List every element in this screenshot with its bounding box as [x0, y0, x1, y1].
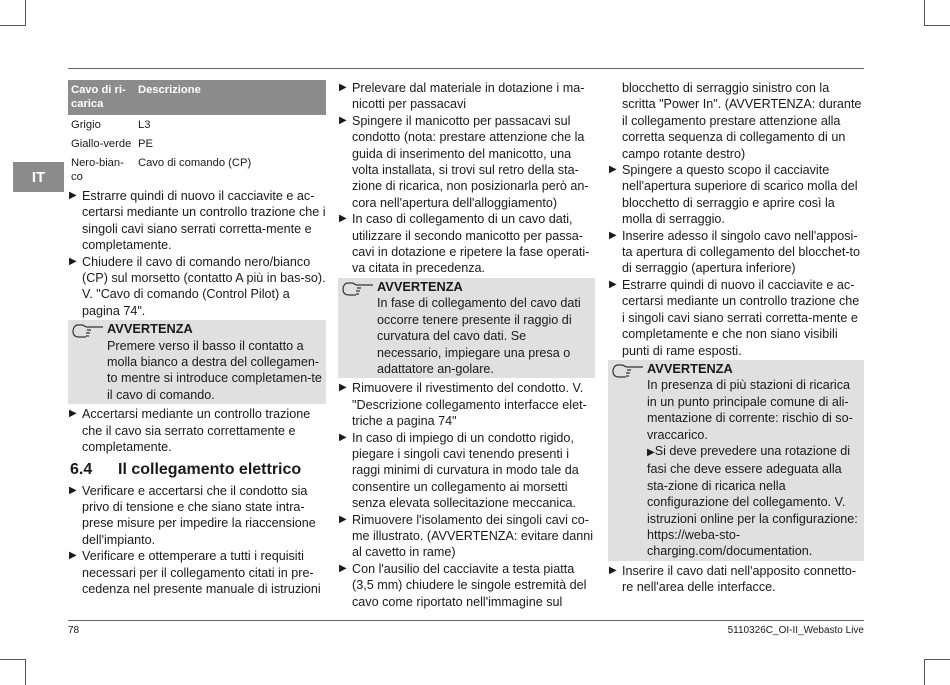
- triangle-right-icon: ▶: [69, 190, 77, 201]
- pointing-hand-icon: [612, 361, 644, 381]
- triangle-right-icon: ▶: [339, 431, 347, 443]
- step-item: ▶ Inserire adesso il singolo cavo nell'apposi-ta apertura di collegamento del blocchet-to di serraggio (apertura inferiore): [609, 228, 861, 276]
- step-item: ▶ In caso di impiego di un condotto rigido, piegare i singoli cavi tenendo presenti i raggi minimi di curvatura in modo tale da consentire un collegamento ai morsetti senza elevata sollecitazione meccanica.: [339, 430, 579, 511]
- triangle-right-icon: ▶: [339, 562, 347, 574]
- step-item: ▶ In caso di collegamento di un cavo dati, utilizzare il secondo manicotto per passa-cavi in dotazione e ripetere la fase operati-va citata in precedenza.: [339, 212, 590, 276]
- step-item: ▶ Chiudere il cavo di comando nero/bianco (CP) sul morsetto (contatto A più in bas-so). V. "Cavo di comando (Control Pilot) a pagina 74".: [69, 254, 326, 318]
- crop-mark-top-right: [924, 0, 950, 26]
- step-item: ▶ Prelevare dal materiale in dotazione i ma-nicotti per passacavi: [339, 81, 585, 112]
- triangle-right-icon: ▶: [339, 82, 347, 93]
- table-cell: Giallo-verde: [71, 138, 132, 150]
- section-title: Il collegamento elettrico: [118, 460, 302, 478]
- table-cell: Cavo di comando (CP): [138, 157, 252, 169]
- triangle-right-icon: ▶: [609, 229, 617, 241]
- step-item: ▶ Estrarre quindi di nuovo il cacciavite e ac-certarsi mediante un controllo trazione che i singoli cavi siano serrati corretta-mente e completamente e che non siano visibili punti di rame esposti.: [609, 277, 860, 358]
- table-row: [68, 115, 326, 134]
- step-item: ▶ Verificare e ottemperare a tutti i requisiti necessari per il collegamento citati in pre-cedenza nel presente manuale di istruzioni: [69, 549, 321, 596]
- table-header-cell: Descrizione: [135, 80, 326, 115]
- table-header-cell: Cavo di ri-carica: [68, 80, 135, 115]
- step-item: ▶ Inserire il cavo dati nell'apposito connetto-re nell'area delle interfacce.: [609, 563, 857, 595]
- continued-text: blocchetto di serraggio sinistro con la scritta "Power In". (AVVERTENZA: durante il collegamento prestare attenzione alla corretta sequenza di collegamento di un campo rotante destro): [622, 81, 862, 161]
- pointing-hand-icon: [72, 321, 104, 341]
- section-heading: [70, 459, 326, 480]
- triangle-right-icon: ▶: [339, 513, 347, 525]
- document-id: 5110326C_OI-II_Webasto Live: [727, 625, 864, 636]
- triangle-right-icon: ▶: [69, 484, 77, 496]
- triangle-right-icon: ▶: [339, 213, 347, 225]
- pointing-hand-icon: [342, 279, 374, 299]
- triangle-right-icon: ▶: [609, 564, 617, 576]
- crop-mark-bottom-left: [0, 659, 26, 685]
- triangle-right-icon: ▶: [339, 114, 347, 126]
- table-row: [68, 153, 326, 186]
- crop-mark-bottom-right: [924, 659, 950, 685]
- column-1: [68, 80, 326, 597]
- cable-table: [68, 80, 326, 186]
- step-item: ▶ Spingere a questo scopo il cacciavite nell'apertura superiore di scarico molla del blocchetto di serraggio e aprire così la molla di serraggio.: [609, 163, 858, 227]
- triangle-right-icon: ▶: [69, 408, 77, 420]
- warning-box: [608, 360, 864, 561]
- step-item: ▶ Rimuovere il rivestimento del condotto. V. "Descrizione collegamento interfacce elet-triche a pagina 74": [339, 381, 587, 429]
- warning-text: In fase di collegamento del cavo dati occorre tenere presente il raggio di curvatura del cavo dati. Se necessario, impiegare una presa o adattatore an-golare.: [377, 296, 581, 376]
- step-item: ▶ Verificare e accertarsi che il condotto sia privo di tensione e che siano state intra-prese misure per impedire la riaccensione dell'impianto.: [69, 483, 316, 547]
- step-item: ▶ Con l'ausilio del cacciavite a testa piatta (3,5 mm) chiudere le singole estremità del cavo come riportato nell'immagine sul: [339, 561, 587, 609]
- column-3: [608, 80, 864, 596]
- table-cell: L3: [138, 119, 151, 131]
- step-item: ▶ Rimuovere l'isolamento dei singoli cavi co-me illustrato. (AVVERTENZA: evitare danni al cavetto in rame): [339, 512, 594, 560]
- warning-title: AVVERTENZA: [647, 360, 733, 376]
- warning-text: In presenza di più stazioni di ricarica in un punto principale comune di ali-mentazione di corrente: rischio di so-vraccarico.: [647, 378, 853, 442]
- column-2: [338, 80, 595, 610]
- step-item: ▶ Spingere il manicotto per passacavi sul condotto (nota: prestare attenzione che la guida di inserimento del manicotto, una volta installata, si trovi sul retro della sta-zione di ricarica, non posizionarla però an-cora nell'apertura dell'alloggiamento): [339, 113, 589, 210]
- step-item: ▶ Estrarre quindi di nuovo il cacciavite e ac-certarsi mediante un controllo trazione che i singoli cavi siano serrati corretta-mente e completamente.: [69, 189, 326, 253]
- table-cell: Grigio: [71, 119, 101, 131]
- triangle-right-icon: ▶: [339, 382, 347, 394]
- page-number: 78: [68, 625, 80, 636]
- warning-note: ▶Si deve prevedere una rotazione di fasi che deve essere adeguata alla sta-zione di ricarica nella configurazione del collegamento. V. istruzioni online per la configurazione: https://weba-sto-charging.com/documentation.: [647, 443, 858, 559]
- language-tab: IT: [13, 162, 64, 192]
- warning-box: [338, 278, 595, 378]
- footer-rule: [68, 620, 864, 621]
- table-cell: PE: [138, 138, 153, 150]
- triangle-right-icon: ▶: [69, 255, 77, 267]
- step-item: ▶ Accertarsi mediante un controllo trazione che il cavo sia serrato correttamente e completamente.: [69, 407, 311, 455]
- table-header-row: [68, 80, 326, 115]
- triangle-right-icon: ▶: [609, 164, 617, 176]
- crop-mark-top-left: [0, 0, 26, 26]
- section-number: 6.4: [70, 460, 93, 478]
- triangle-right-icon: ▶: [609, 278, 617, 290]
- warning-box: [68, 320, 326, 404]
- warning-title: AVVERTENZA: [377, 278, 463, 294]
- warning-text: Premere verso il basso il contatto a molla bianco a destra del collegamen-to mentre si introduce completamen-te il cavo di comando.: [107, 338, 322, 402]
- header-rule: [68, 68, 864, 69]
- triangle-right-icon: ▶: [69, 550, 77, 562]
- table-row: [68, 134, 326, 153]
- warning-title: AVVERTENZA: [107, 321, 193, 337]
- triangle-right-icon: ▶: [647, 446, 655, 458]
- table-cell: Nero-bian-co: [71, 157, 124, 183]
